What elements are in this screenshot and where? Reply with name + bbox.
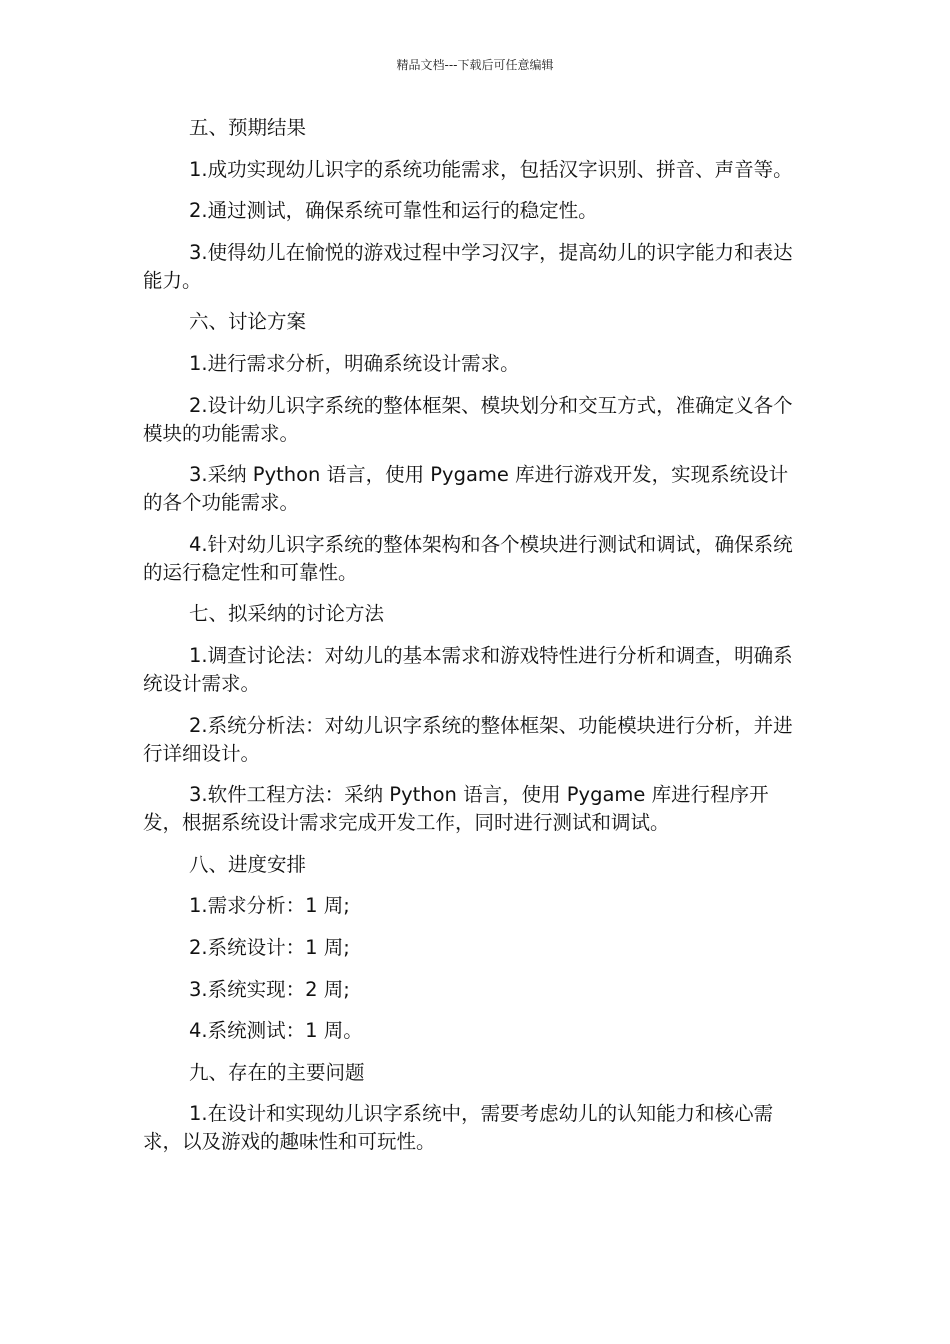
paragraph: 1.在设计和实现幼儿识字系统中，需要考虑幼儿的认知能力和核心需求，以及游戏的趣味性和可玩性。 xyxy=(143,1102,774,1154)
section-heading-schedule: 八、进度安排 xyxy=(189,852,307,876)
section-heading-research-methods: 七、拟采纳的讨论方法 xyxy=(189,602,385,626)
section-heading-main-problems: 九、存在的主要问题 xyxy=(189,1060,365,1084)
schedule-item: 1.需求分析：1 周; xyxy=(189,894,350,918)
schedule-item: 2.系统设计：1 周; xyxy=(189,935,350,959)
paragraph: 1.成功实现幼儿识字的系统功能需求，包括汉字识别、拼音、声音等。 xyxy=(189,157,793,181)
section-heading-research-plan: 六、讨论方案 xyxy=(189,310,307,334)
paragraph: 1.调查讨论法：对幼儿的基本需求和游戏特性进行分析和调查，明确系统设计需求。 xyxy=(143,643,793,695)
schedule-item: 4.系统测试：1 周。 xyxy=(189,1019,363,1043)
paragraph: 2.系统分析法：对幼儿识字系统的整体框架、功能模块进行分析，并进行详细设计。 xyxy=(143,713,793,765)
paragraph: 3.采纳 Python 语言，使用 Pygame 库进行游戏开发，实现系统设计的各个功能需求。 xyxy=(143,463,789,515)
paragraph: 3.软件工程方法：采纳 Python 语言，使用 Pygame 库进行程序开发，根据系统设计需求完成开发工作，同时进行测试和调试。 xyxy=(143,783,769,835)
paragraph: 1.进行需求分析，明确系统设计需求。 xyxy=(189,351,520,375)
document-body xyxy=(143,114,803,1170)
schedule-item: 3.系统实现：2 周; xyxy=(189,977,350,1001)
paragraph: 2.通过测试，确保系统可靠性和运行的稳定性。 xyxy=(189,199,598,223)
paragraph: 2.设计幼儿识字系统的整体框架、模块划分和交互方式，准确定义各个模块的功能需求。 xyxy=(143,393,793,445)
section-heading-expected-results: 五、预期结果 xyxy=(189,116,307,139)
page-header: 精品文档---下载后可任意编辑 xyxy=(396,58,554,72)
paragraph: 3.使得幼儿在愉悦的游戏过程中学习汉字，提高幼儿的识字能力和表达能力。 xyxy=(143,240,793,292)
paragraph: 4.针对幼儿识字系统的整体架构和各个模块进行测试和调试，确保系统的运行稳定性和可靠性。 xyxy=(143,532,793,584)
